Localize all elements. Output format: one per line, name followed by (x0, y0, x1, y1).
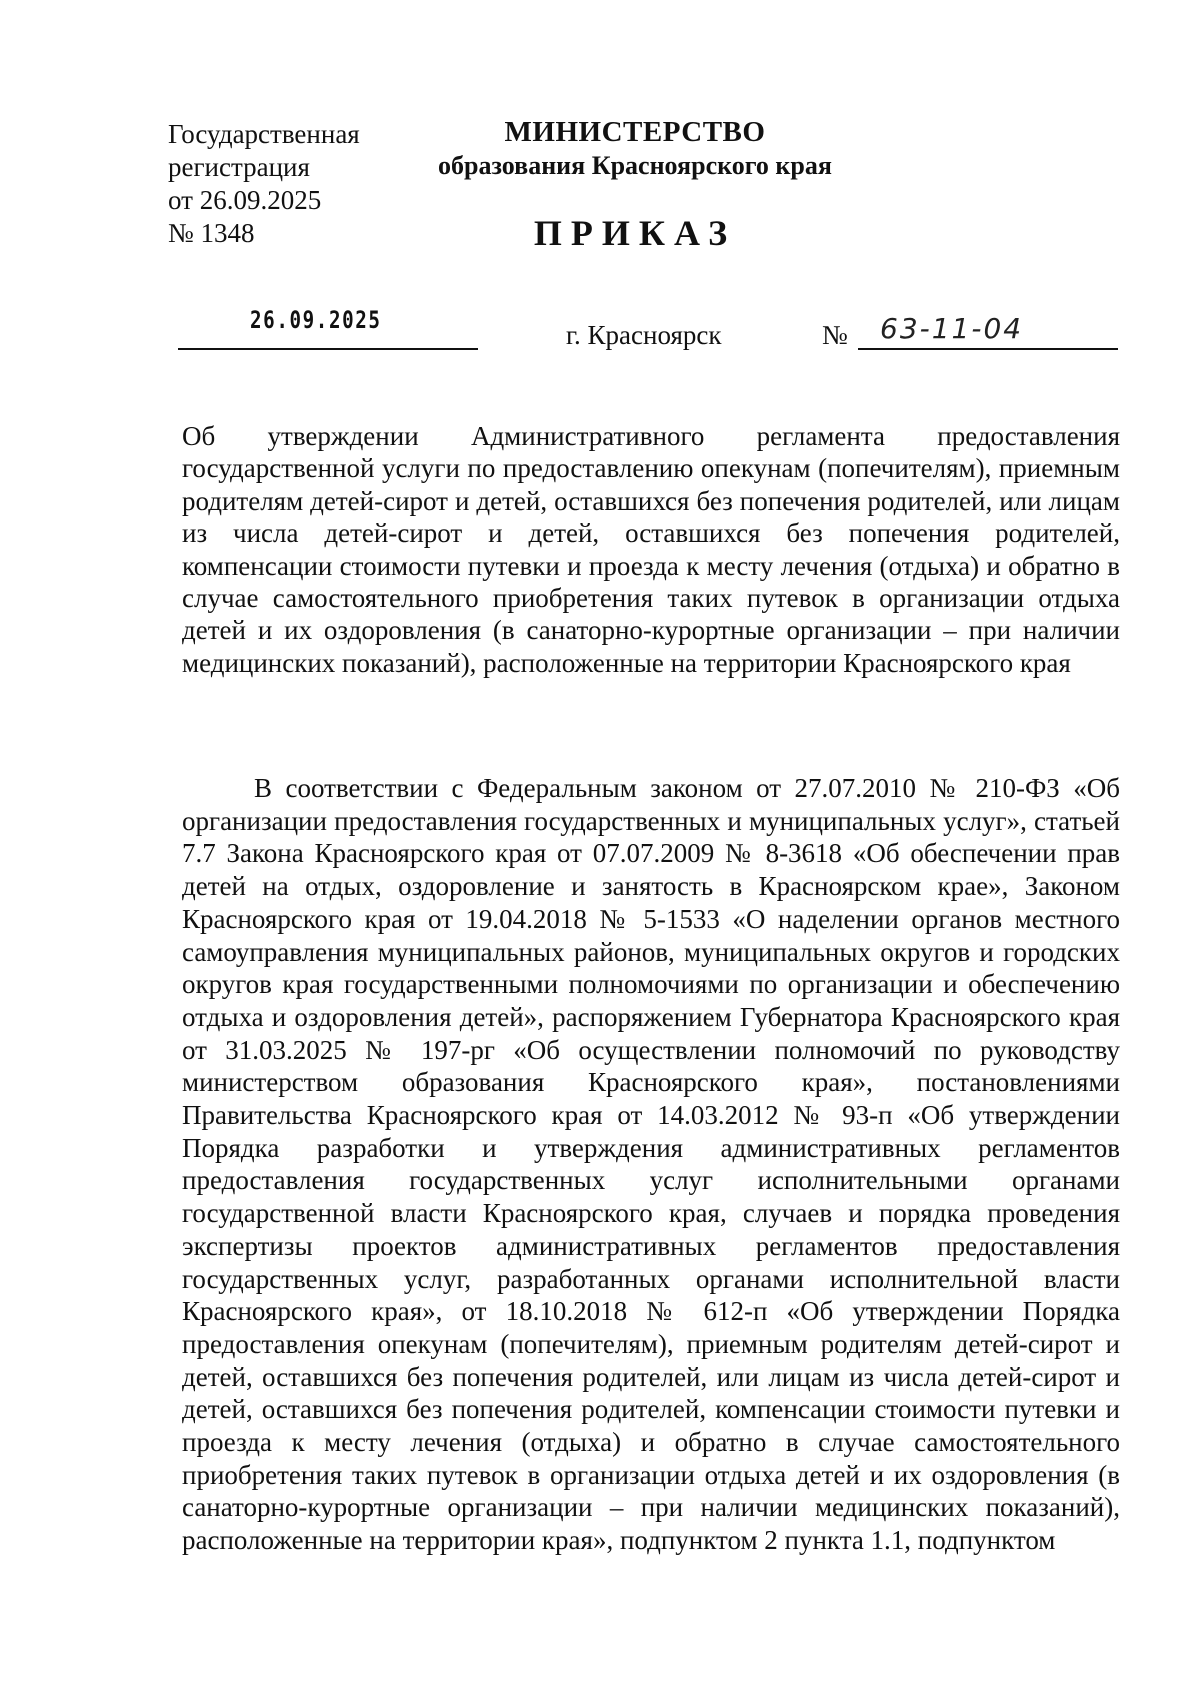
number-sign: № (822, 320, 848, 350)
order-body-paragraph: В соответствии с Федеральным законом от 27.07.2010 № 210-ФЗ «Об организации предоставления государственных и муниципальных услуг», статьей 7.7 Закона Красноярского края от 07.07.2009 № 8-3618 «Об обеспечении прав детей на отдых, оздоровление и занятость в Красноярском крае», Законом Красноярского края от 19.04.2018 № 5-1533 «О наделении органов местного самоуправления муниципальных районов, муниципальных округов и городских округов края государственными полномочиями по организации и обеспечению отдыха и оздоровления детей», распоряжением Губернатора Красноярского края от 31.03.2025 № 197-рг «Об осуществлении полномочий по руководству министерством образования Красноярского края», постановлениями Правительства Красноярского края от 14.03.2012 № 93-п «Об утверждении Порядка разработки и утверждения административных регламентов предоставления государственных услуг исполнительными органами государственной власти Красноярского края, случаев и порядка проведения экспертизы проектов административных регламентов предоставления государственных услуг, разработанных органами исполнительной власти Красноярского края», от 18.10.2018 № 612-п «Об утверждении Порядка предоставления опекунам (попечителям), приемным родителям детей-сирот и детей, оставшихся без попечения родителей, или лицам из числа детей-сирот и детей, оставшихся без попечения родителей, компенсации стоимости путевки и проезда к месту лечения (отдыха) и обратно в случае самостоятельного приобретения таких путевок в организации отдыха детей и их оздоровления (в санаторно-курортные организации – при наличии медицинских показаний), расположенные на территории края», подпунктом 2 пункта 1.1, подпунктом (182, 773, 1120, 1556)
registration-date: от 26.09.2025 (168, 185, 322, 215)
date-underline (178, 348, 478, 350)
registration-number: № 1348 (168, 218, 255, 248)
ministry-title: МИНИСТЕРСТВО (504, 116, 766, 148)
ministry-subtitle: образования Красноярского края (438, 151, 832, 180)
registration-block (168, 118, 360, 250)
registration-line: регистрация (168, 152, 310, 182)
city-label: г. Красноярск (566, 320, 722, 350)
number-underline (858, 348, 1118, 350)
order-number-handwritten: 63-11-04 (880, 312, 1024, 345)
order-date-stamp: 26.09.2025 (250, 306, 382, 334)
registration-line: Государственная (168, 119, 360, 149)
order-title: ПРИКАЗ (533, 213, 737, 253)
order-subject: Об утверждении Административного регламента предоставления государственной услуги по предоставлению опекунам (попечителям), приемным родителям детей-сирот и детей, оставшихся без попечения родителей, или лицам из числа детей-сирот и детей, оставшихся без попечения родителей, компенсации стоимости путевки и проезда к месту лечения (отдыха) и обратно в случае самостоятельного приобретения таких путевок в организации отдыха детей и их оздоровления (в санаторно-курортные организации – при наличии медицинских показаний), расположенные на территории Красноярского края (182, 421, 1120, 678)
document-header (400, 114, 870, 182)
